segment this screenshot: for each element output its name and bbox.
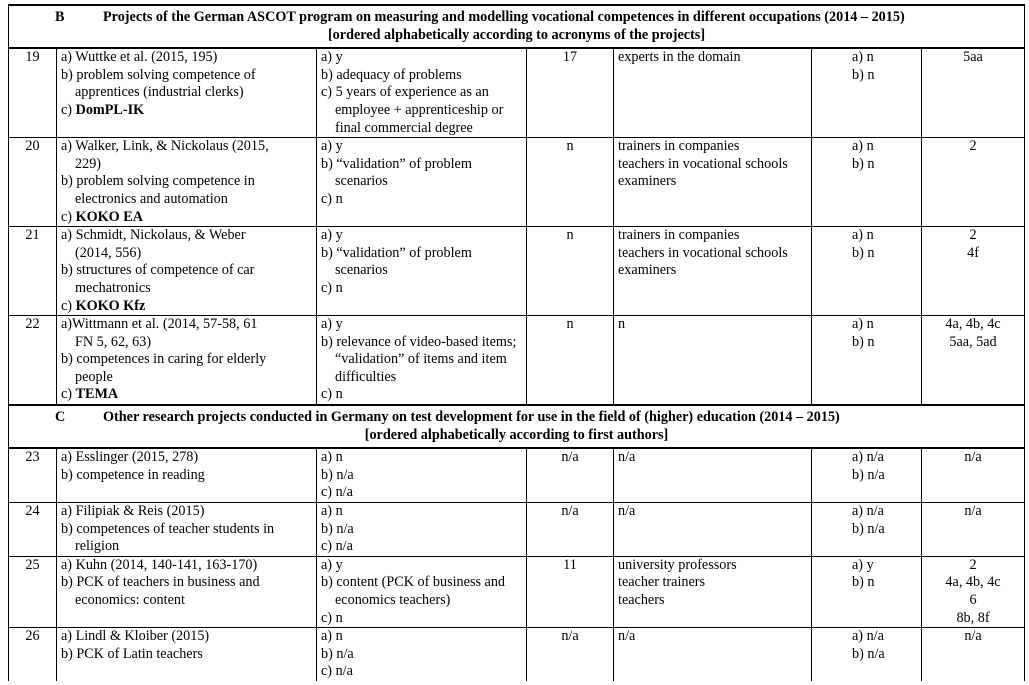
reference-line: 229)	[75, 155, 102, 172]
row-number: 20	[9, 138, 57, 227]
row-number: 19	[9, 48, 57, 137]
expert-line: n/a	[618, 449, 636, 466]
reference-line: apprentices (industrial clerks)	[75, 84, 244, 101]
criteria-line: c) n	[321, 609, 343, 626]
expert-cell	[614, 316, 812, 405]
row-number: 26	[9, 628, 57, 681]
answer-line: b) n/a	[852, 645, 885, 662]
answer-line: b) n	[852, 244, 875, 261]
answer-line: a) n	[852, 49, 874, 66]
criteria-cell	[317, 628, 527, 681]
criteria-line: scenarios	[335, 173, 388, 190]
expert-count: n/a	[527, 628, 614, 681]
expert-count: 17	[527, 48, 614, 137]
criteria-line: a) y	[321, 556, 343, 573]
answer-line: a) n	[852, 227, 874, 244]
criteria-line: c) n/a	[321, 538, 353, 555]
criteria-line: final commercial degree	[335, 119, 473, 136]
code-line: 2	[969, 556, 977, 573]
reference-line: a) Filipiak & Reis (2015)	[61, 503, 205, 520]
answer-line: a) n/a	[852, 449, 884, 466]
project-acronym-line: c) KOKO Kfz	[61, 297, 146, 314]
code-line: 2	[969, 138, 977, 155]
expert-cell	[614, 556, 812, 627]
reference-line: a) Kuhn (2014, 140-141, 163-170)	[61, 556, 258, 573]
criteria-line: scenarios	[335, 262, 388, 279]
table-row	[9, 227, 1025, 316]
reference-line: b) structures of competence of car	[61, 262, 255, 279]
expert-line: university professors	[618, 556, 737, 573]
answer-cell	[812, 628, 922, 681]
reference-line: b) problem solving competence in	[61, 173, 255, 190]
criteria-line: b) content (PCK of business and	[321, 574, 506, 591]
reference-cell	[57, 316, 317, 405]
criteria-line: employee + apprenticeship or	[335, 101, 504, 118]
code-line: 4a, 4b, 4c	[945, 574, 1001, 591]
row-number: 22	[9, 316, 57, 405]
code-cell	[922, 448, 1025, 502]
code-cell	[922, 503, 1025, 557]
reference-line: b) competences of teacher students in	[61, 520, 275, 537]
expert-line: n/a	[618, 503, 636, 520]
section-letter: C	[55, 409, 66, 426]
answer-cell	[812, 48, 922, 137]
reference-line: mechatronics	[75, 279, 151, 296]
reference-line: (2014, 556)	[75, 244, 142, 261]
criteria-cell	[317, 503, 527, 557]
table-row	[9, 448, 1025, 502]
project-acronym-line: c) KOKO EA	[61, 208, 143, 225]
table-row	[9, 556, 1025, 627]
code-cell	[922, 48, 1025, 137]
expert-line: n/a	[618, 628, 636, 645]
reference-cell	[57, 556, 317, 627]
row-number: 25	[9, 556, 57, 627]
answer-line: b) n	[852, 333, 875, 350]
answer-line: b) n/a	[852, 520, 885, 537]
reference-line: people	[75, 368, 113, 385]
criteria-line: b) n/a	[321, 520, 354, 537]
expert-line: examiners	[618, 262, 677, 279]
code-line: 4a, 4b, 4c	[945, 316, 1001, 333]
reference-line: religion	[75, 538, 120, 555]
section-title: Projects of the German ASCOT program on measuring and modelling vocational competences in different occupations (2014 – 2015)	[103, 9, 905, 25]
reference-line: a) Wuttke et al. (2015, 195)	[61, 49, 218, 66]
code-line: n/a	[964, 503, 982, 520]
criteria-line: c) n	[321, 279, 343, 296]
projects-table	[8, 4, 1025, 681]
reference-cell	[57, 227, 317, 316]
section-title: Other research projects conducted in Germany on test development for use in the field of (higher) education (2014 – 2015)	[103, 409, 840, 426]
table-row	[9, 316, 1025, 405]
answer-line: b) n	[852, 155, 875, 172]
code-line: n/a	[964, 449, 982, 466]
code-cell	[922, 138, 1025, 227]
answer-line: b) n	[852, 574, 875, 591]
project-acronym-line: c) DomPL-IK	[61, 101, 145, 118]
expert-count: n/a	[527, 503, 614, 557]
expert-count: n/a	[527, 448, 614, 502]
criteria-line: b) n/a	[321, 466, 354, 483]
answer-cell	[812, 556, 922, 627]
expert-line: teachers in vocational schools	[618, 244, 788, 261]
criteria-cell	[317, 138, 527, 227]
answer-line: a) n/a	[852, 503, 884, 520]
criteria-line: b) n/a	[321, 645, 354, 662]
answer-cell	[812, 448, 922, 502]
code-line: 4f	[967, 244, 979, 261]
project-acronym: KOKO EA	[75, 208, 143, 225]
reference-line: a) Lindl & Kloiber (2015)	[61, 628, 210, 645]
criteria-line: difficulties	[335, 368, 397, 385]
criteria-line: c) n/a	[321, 484, 353, 501]
criteria-line: a) y	[321, 49, 343, 66]
criteria-line: b) “validation” of problem	[321, 244, 472, 261]
code-cell	[922, 227, 1025, 316]
reference-cell	[57, 503, 317, 557]
table-row	[9, 138, 1025, 227]
criteria-line: c) 5 years of experience as an	[321, 84, 489, 101]
reference-cell	[57, 628, 317, 681]
section-note: [ordered alphabetically according to first authors]	[364, 426, 669, 443]
code-cell	[922, 628, 1025, 681]
criteria-line: a) y	[321, 316, 343, 333]
answer-line: a) n/a	[852, 628, 884, 645]
expert-line: examiners	[618, 173, 677, 190]
criteria-cell	[317, 48, 527, 137]
row-number: 21	[9, 227, 57, 316]
reference-line: b) PCK of teachers in business and	[61, 574, 260, 591]
section-note: [ordered alphabetically according to acronyms of the projects]	[327, 26, 706, 43]
criteria-line: a) n	[321, 628, 343, 645]
expert-count: n	[527, 227, 614, 316]
answer-line: b) n	[852, 66, 875, 83]
project-acronym: DomPL-IK	[75, 101, 145, 118]
table-row	[9, 48, 1025, 137]
expert-line: experts in the domain	[618, 49, 741, 66]
criteria-line: b) adequacy of problems	[321, 66, 462, 83]
project-acronym: TEMA	[75, 386, 119, 403]
code-line: n/a	[964, 628, 982, 645]
criteria-cell	[317, 556, 527, 627]
expert-cell	[614, 628, 812, 681]
code-line: 6	[969, 592, 977, 608]
expert-line: teachers	[618, 592, 665, 608]
criteria-line: economics teachers)	[335, 592, 451, 608]
expert-line: trainers in companies	[618, 227, 740, 244]
expert-line: teacher trainers	[618, 574, 706, 591]
criteria-line: c) n	[321, 190, 343, 207]
criteria-line: b) “validation” of problem	[321, 155, 472, 172]
project-acronym: KOKO Kfz	[75, 297, 146, 314]
criteria-cell	[317, 227, 527, 316]
reference-line: a) Esslinger (2015, 278)	[61, 449, 199, 466]
reference-line: b) competences in caring for elderly	[61, 351, 267, 368]
code-line: 2	[969, 227, 977, 244]
project-acronym-line: c) TEMA	[61, 386, 119, 403]
criteria-cell	[317, 448, 527, 502]
criteria-line: c) n/a	[321, 663, 353, 680]
reference-line: a) Schmidt, Nickolaus, & Weber	[61, 227, 246, 244]
expert-cell	[614, 503, 812, 557]
code-cell	[922, 316, 1025, 405]
expert-count: n	[527, 316, 614, 405]
criteria-line: a) y	[321, 227, 343, 244]
answer-line: a) y	[852, 556, 874, 573]
code-cell	[922, 556, 1025, 627]
reference-cell	[57, 48, 317, 137]
expert-cell	[614, 448, 812, 502]
row-number: 24	[9, 503, 57, 557]
expert-cell	[614, 227, 812, 316]
row-number: 23	[9, 448, 57, 502]
code-line: 5aa, 5ad	[949, 333, 997, 350]
expert-line: trainers in companies	[618, 138, 740, 155]
reference-line: b) PCK of Latin teachers	[61, 645, 203, 662]
section-letter: B	[55, 9, 65, 25]
criteria-line: b) relevance of video-based items;	[321, 333, 517, 350]
table-body	[9, 5, 1025, 681]
section-header	[9, 5, 1025, 48]
expert-count: n	[527, 138, 614, 227]
expert-cell	[614, 138, 812, 227]
answer-line: a) n	[852, 316, 874, 333]
section-header	[9, 405, 1025, 448]
reference-line: electronics and automation	[75, 190, 228, 207]
answer-cell	[812, 503, 922, 557]
answer-cell	[812, 138, 922, 227]
table-row	[9, 503, 1025, 557]
reference-cell	[57, 138, 317, 227]
answer-line: a) n	[852, 138, 874, 155]
reference-cell	[57, 448, 317, 502]
criteria-line: c) n	[321, 386, 343, 403]
expert-line: n	[618, 316, 626, 333]
table-row	[9, 628, 1025, 681]
expert-line: teachers in vocational schools	[618, 155, 788, 172]
answer-line: b) n/a	[852, 466, 885, 483]
reference-line: b) competence in reading	[61, 466, 205, 483]
reference-line: economics: content	[75, 592, 185, 608]
criteria-cell	[317, 316, 527, 405]
code-line: 5aa	[963, 49, 983, 66]
answer-cell	[812, 227, 922, 316]
criteria-line: a) y	[321, 138, 343, 155]
answer-cell	[812, 316, 922, 405]
criteria-line: a) n	[321, 503, 343, 520]
reference-line: b) problem solving competence of	[61, 66, 256, 83]
reference-line: a) Walker, Link, & Nickolaus (2015,	[61, 138, 269, 155]
code-line: 8b, 8f	[956, 609, 990, 626]
expert-cell	[614, 48, 812, 137]
expert-count: 11	[527, 556, 614, 627]
criteria-line: “validation” of items and item	[335, 351, 507, 368]
criteria-line: a) n	[321, 449, 343, 466]
reference-line: a)Wittmann et al. (2014, 57-58, 61	[61, 316, 258, 333]
reference-line: FN 5, 62, 63)	[75, 333, 152, 350]
